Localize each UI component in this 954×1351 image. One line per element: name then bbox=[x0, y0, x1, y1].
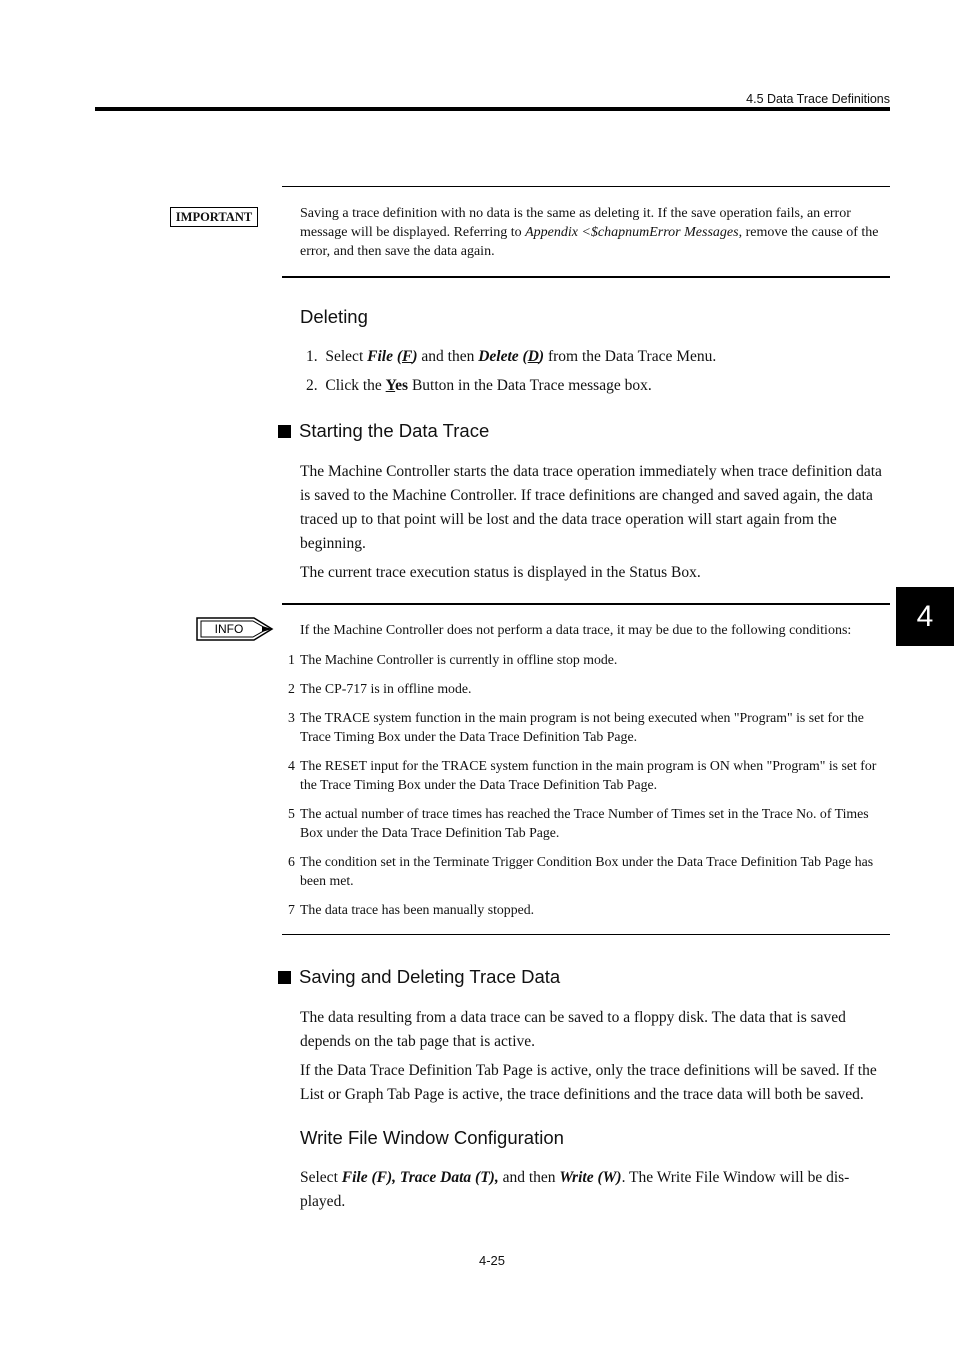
important-badge: IMPORTANT bbox=[170, 207, 258, 227]
info-bottom-rule bbox=[282, 934, 890, 935]
header-rule bbox=[95, 107, 890, 111]
important-text-2: , remove the cause of the error, and then save the data again. bbox=[300, 225, 879, 259]
write-file-heading: Write File Window Configuration bbox=[300, 1127, 564, 1148]
info-condition-item bbox=[288, 852, 890, 890]
info-condition-number: 3 bbox=[288, 710, 295, 725]
page-number: 4-25 bbox=[478, 1253, 506, 1268]
deleting-heading: Deleting bbox=[300, 306, 368, 327]
info-pencil-icon bbox=[196, 616, 274, 642]
important-bottom-rule bbox=[282, 276, 890, 278]
deleting-step-1: 1. Select File (F) and then Delete (D) from the Data Trace Menu. bbox=[306, 348, 717, 365]
starting-body bbox=[300, 460, 890, 590]
write-file-body bbox=[300, 1166, 890, 1219]
info-condition-item bbox=[288, 650, 890, 669]
info-condition-text: The CP-717 is in offline mode. bbox=[300, 681, 472, 696]
info-condition-number: 6 bbox=[288, 854, 295, 869]
section-square-icon bbox=[278, 425, 291, 438]
info-condition-item bbox=[288, 756, 890, 794]
important-text-1: Saving a trace definition with no data is the same as deleting it. If the save operation fails, an error message will be displayed. Referring to bbox=[300, 206, 851, 240]
info-condition-number: 1 bbox=[288, 652, 295, 667]
saving-heading: Saving and Deleting Trace Data bbox=[278, 966, 560, 988]
saving-para-1: The data resulting from a data trace can be saved to a floppy disk. The data that is saved depends on the tab page that is active. bbox=[300, 1009, 846, 1050]
info-intro: If the Machine Controller does not perform a data trace, it may be due to the following conditions: bbox=[300, 623, 852, 638]
starting-heading: Starting the Data Trace bbox=[278, 420, 489, 442]
info-condition-number: 5 bbox=[288, 806, 295, 821]
info-condition-number: 7 bbox=[288, 902, 295, 917]
info-conditions-list bbox=[288, 650, 890, 929]
info-condition-text: The data trace has been manually stopped. bbox=[300, 902, 535, 917]
important-appendix-ref: Appendix <$chapnumError Messages bbox=[525, 225, 739, 240]
important-top-rule bbox=[282, 186, 890, 187]
deleting-steps bbox=[306, 342, 716, 400]
important-note-text bbox=[300, 204, 890, 261]
info-top-rule bbox=[282, 603, 890, 605]
info-condition-number: 2 bbox=[288, 681, 295, 696]
info-condition-item bbox=[288, 679, 890, 698]
saving-para-2: If the Data Trace Definition Tab Page is active, only the trace definitions will be saved. If the List or Graph Tab Page is active, the trace definitions and the trace data will both be saved. bbox=[300, 1062, 877, 1103]
info-condition-number: 4 bbox=[288, 758, 295, 773]
starting-para-2: The current trace execution status is displayed in the Status Box. bbox=[300, 564, 701, 581]
deleting-step-2: 2. Click the Yes Button in the Data Trace message box. bbox=[306, 377, 652, 394]
info-condition-text: The TRACE system function in the main program is not being executed when "Program" is set for the Trace Timing Box under the Data Trace Definition Tab Page. bbox=[300, 710, 864, 744]
running-head: 4.5 Data Trace Definitions bbox=[746, 92, 890, 106]
info-condition-item bbox=[288, 804, 890, 842]
chapter-tab: 4 bbox=[896, 587, 954, 646]
section-square-icon bbox=[278, 971, 291, 984]
write-file-para: Select File (F), Trace Data (T), and then Write (W). The Write File Window will be dis-played. bbox=[300, 1169, 850, 1210]
info-condition-item bbox=[288, 708, 890, 746]
saving-body bbox=[300, 1006, 890, 1112]
info-condition-text: The Machine Controller is currently in offline stop mode. bbox=[300, 652, 618, 667]
info-condition-item bbox=[288, 900, 890, 919]
info-condition-text: The condition set in the Terminate Trigger Condition Box under the Data Trace Definition Tab Page has been met. bbox=[300, 854, 874, 888]
info-condition-text: The actual number of trace times has reached the Trace Number of Times set in the Trace No. of Times Box under the Data Trace Definition Tab Page. bbox=[300, 806, 869, 840]
info-condition-text: The RESET input for the TRACE system function in the main program is ON when "Program" is set for the Trace Timing Box under the Data Trace Definition Tab Page. bbox=[300, 758, 877, 792]
info-badge: INFO bbox=[214, 622, 244, 636]
starting-para-1: The Machine Controller starts the data trace operation immediately when trace definition data is saved to the Machine Controller. If trace definitions are changed and saved again, the data traced up to that point will be lost and the data trace operation will start again from the beginning. bbox=[300, 463, 882, 552]
